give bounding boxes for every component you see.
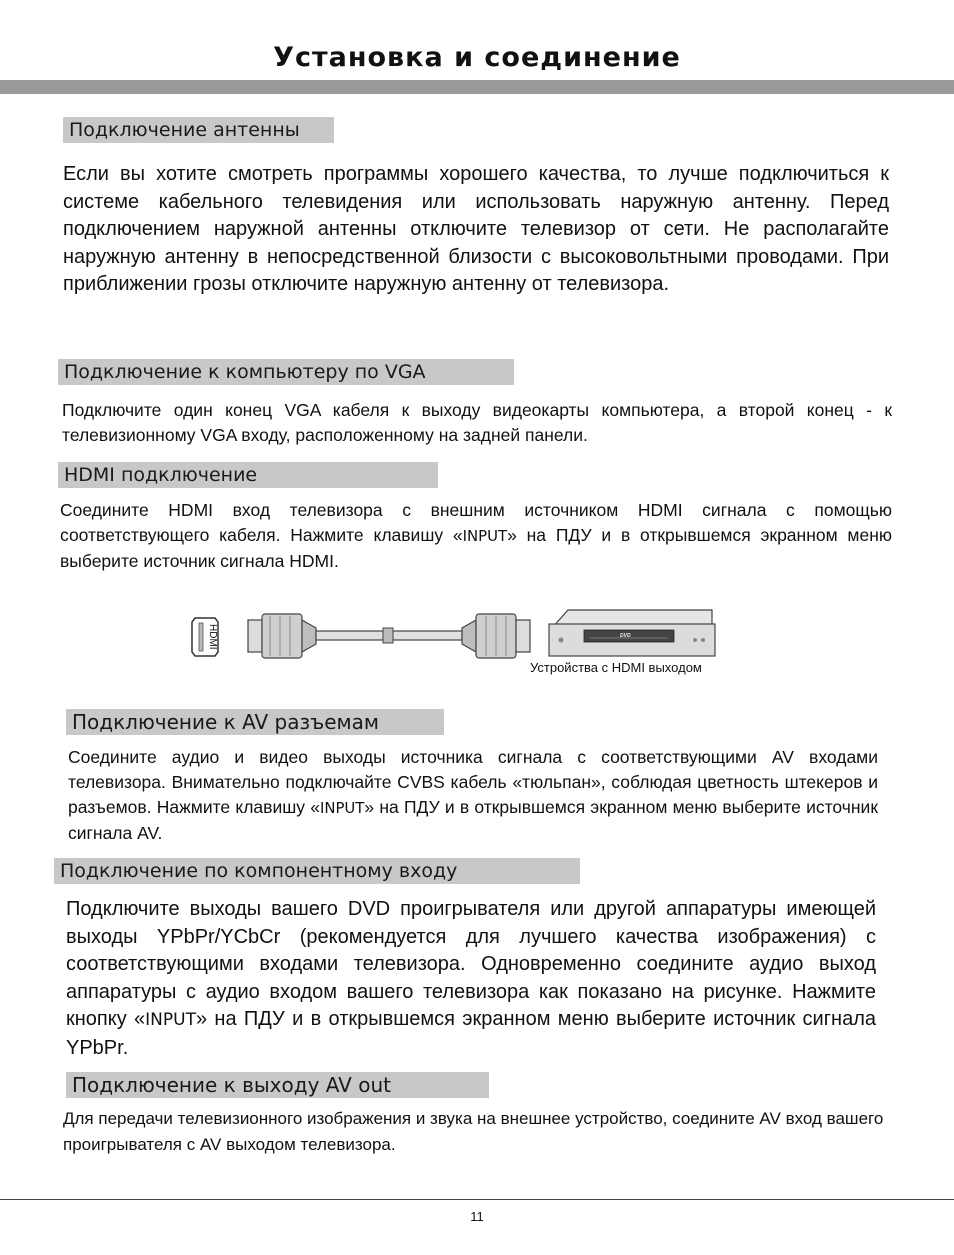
section-heading-antenna: Подключение антенны	[63, 117, 334, 143]
dvd-logo: DVD	[620, 633, 631, 639]
section-text-vga: Подключите один конец VGA кабеля к выходу видеокарты компьютера, а второй конец - к телевизионному VGA входу, расположенному на задней панели.	[62, 400, 892, 445]
section-heading-av-out: Подключение к выходу AV out	[66, 1072, 489, 1098]
page-title: Установка и соединение	[273, 42, 681, 73]
text-after: » на ПДУ и в открывшемся экранном меню выберите источник сигнала AV.	[68, 797, 878, 843]
input-keyword: INPUT	[319, 799, 365, 817]
text-before: Подключите выходы вашего DVD проигрывателя или другой аппаратуры имеющей выходы YPbPr/YCbCr (рекомендуется для лучшего качества изображения) с соответствующими входами телевизора. Одновременно соедините аудио выход аппаратуры с аудио входом вашего телевизора как показано на рисунке. Нажмите кнопку «	[66, 898, 876, 1031]
figure-caption: Устройства с HDMI выходом	[530, 660, 702, 675]
text-before: Соедините HDMI вход телевизора с внешним источником HDMI сигнала с помощью соответствующего кабеля. Нажмите клавишу «	[60, 500, 892, 545]
section-text-component	[66, 896, 876, 1063]
dvd-player-icon	[549, 610, 715, 656]
input-keyword: INPUT	[462, 527, 508, 545]
hdmi-port-label: HDMI	[207, 624, 218, 650]
input-keyword: INPUT	[145, 1010, 196, 1031]
page-number: 11	[470, 1209, 484, 1224]
section-text-av	[68, 745, 878, 846]
hdmi-plug-left	[248, 614, 316, 658]
section-text-av-out: Для передачи телевизионного изображения и звука на внешнее устройство, соедините AV вход вашего проигрывателя с AV выходом телевизора.	[63, 1109, 884, 1154]
hdmi-plug-right	[462, 614, 530, 658]
text-after: » на ПДУ и в открывшемся экранном меню выберите источник сигнала YPbPr.	[66, 1008, 876, 1059]
section-heading-av: Подключение к AV разъемам	[66, 709, 444, 735]
section-text-antenna: Если вы хотите смотреть программы хорошего качества, то лучше подключиться к системе кабельного телевидения или использовать наружную антенну. Перед подключением наружной антенны отключите телевизор от сети. Не располагайте наружную антенну в непосредственной близости с высоковольтными проводами. При приближении грозы отключите наружную антенну от телевизора.	[63, 163, 889, 296]
text-before: Соедините аудио и видео выходы источника сигнала с соответствующими AV входами телевизора. Внимательно подключайте CVBS кабель «тюльпан», соблюдая цветность штекеров и разъемов. Нажмите клавишу «	[68, 747, 878, 817]
section-heading-hdmi: HDMI подключение	[58, 462, 438, 488]
section-heading-component: Подключение по компонентному входу	[54, 858, 580, 884]
footer-divider	[0, 1199, 954, 1200]
section-heading-vga: Подключение к компьютеру по VGA	[58, 359, 514, 385]
hdmi-cable	[316, 628, 462, 643]
text-after: » на ПДУ и в открывшемся экранном меню выберите источник сигнала HDMI.	[60, 525, 892, 571]
